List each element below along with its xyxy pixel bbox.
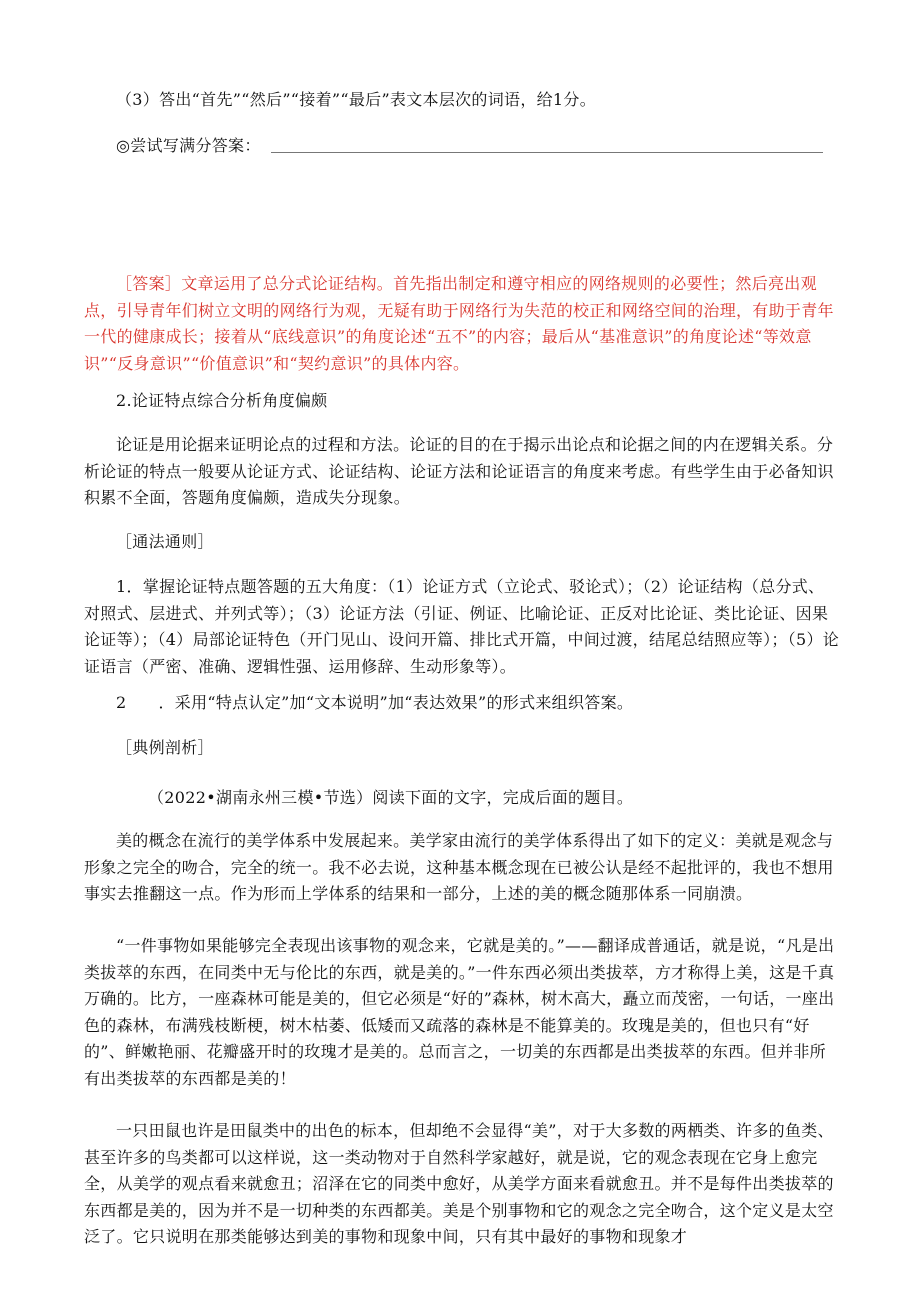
example-source: （2022•湖南永州三模•节选）阅读下面的文字，完成后面的题目。: [148, 788, 634, 807]
rule-2: [84, 690, 840, 717]
rule-2-number: 2: [116, 693, 127, 712]
passage-paragraph-2: “一件事物如果能够完全表现出该事物的观念来，它就是美的。”——翻译成普通话，就是说，“凡是出类拔萃的东西，在同类中无与伦比的东西，就是美的。”一件东西必须出类拔萃，方才称得上美，这是千真万确的。比方，一座森林可能是美的，但它必须是“好的”森林，树木高大，矗立而茂密，一句话，一座出色的森林，布满残枝断梗，树木枯萎、低矮而又疏落的森林是不能算美的。玫瑰是美的，但也只有“好的”、鲜嫩艳丽、花瓣盛开时的玫瑰才是美的。总而言之，一切美的东西都是出类拔萃的东西。但并非所有出类拔萃的东西都是美的！: [84, 936, 835, 1088]
answer-blank-line[interactable]: [271, 152, 823, 153]
scoring-item-3: （3）答出“首先”“然后”“接着”“最后”表文本层次的词语，给1分。: [116, 90, 596, 109]
general-rules-label: ［通法通则］: [116, 532, 214, 551]
section-2-heading: 2.论证特点综合分析角度偏颇: [116, 391, 328, 410]
passage-paragraph-3: 一只田鼠也许是田鼠类中的出色的标本，但却绝不会显得“美”，对于大多数的两栖类、许多的鱼类、甚至许多的鸟类都可以这样说，这一类动物对于自然科学家越好，就是说，它的观念表现在它身上愈完全，从美学的观点看来就愈丑；沼泽在它的同类中愈好，从美学方面来看就愈丑。并不是每件出类拔萃的东西都是美的，因为并不是一切种类的东西都美。美是个别事物和它的观念之完全吻合，这个定义是太空泛了。它只说明在那类能够达到美的事物和现象中间，只有其中最好的事物和现象才: [84, 1121, 834, 1246]
example-label: ［典例剖析］: [116, 738, 214, 757]
rule-2-text: ．采用“特点认定”加“文本说明”加“表达效果”的形式来组织答案。: [158, 693, 634, 712]
answer-paragraph: ［答案］文章运用了总分式论证结构。首先指出制定和遵守相应的网络规则的必要性；然后亮出观点，引导青年们树立文明的网络行为观，无疑有助于网络行为失范的校正和网络空间的治理，有助于青年一代的健康成长；接着从“底线意识”的角度论述“五不”的内容；最后从“基准意识”的角度论述“等效意识”“反身意识”“价值意识”和“契约意识”的具体内容。: [84, 274, 834, 373]
try-full-answer-label: ◎尝试写满分答案：: [116, 136, 261, 155]
try-full-answer-row: [116, 133, 836, 160]
section-2-intro: 论证是用论据来证明论点的过程和方法。论证的目的在于揭示出论点和论据之间的内在逻辑关系。分析论证的特点一般要从论证方式、论证结构、论证方法和论证语言的角度来考虑。有些学生由于必备知识积累不全面，答题角度偏颇，造成失分现象。: [84, 435, 834, 507]
passage-paragraph-1: 美的概念在流行的美学体系中发展起来。美学家由流行的美学体系得出了如下的定义：美就是观念与形象之完全的吻合，完全的统一。我不必去说，这种基本概念现在已被公认是经不起批评的，我也不想用事实去推翻这一点。作为形而上学体系的结果和一部分，上述的美的概念随那体系一同崩溃。: [84, 831, 834, 903]
rule-1: 1．掌握论证特点题答题的五大角度：（1）论证方式（立论式、驳论式）；（2）论证结构（总分式、对照式、层进式、并列式等）；（3）论证方法（引证、例证、比喻论证、正反对比论证、类比论证、因果论证等）；（4）局部论证特色（开门见山、设问开篇、排比式开篇，中间过渡，结尾总结照应等）；（5）论证语言（严密、准确、逻辑性强、运用修辞、生动形象等）。: [84, 577, 840, 676]
